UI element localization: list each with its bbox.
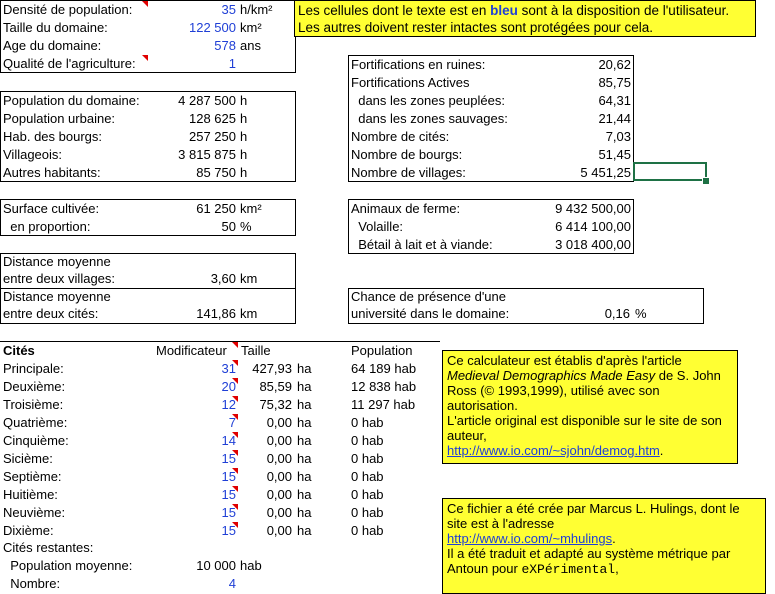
city-modifier-input[interactable]: 15 [221, 469, 236, 484]
dist-villages-value: 3,60 [210, 271, 236, 286]
fortification-row-label: Nombre de bourgs: [351, 147, 463, 162]
note1-link[interactable]: http://www.io.com/~sjohn/demog.htm [447, 443, 660, 458]
fortification-row-value: 85,75 [598, 75, 631, 90]
surface-prop-unit: % [240, 219, 252, 234]
population-row-value: 3 815 875 [178, 147, 236, 162]
city-size-value: 0,00 [266, 451, 292, 466]
university-value: 0,16 [604, 306, 630, 321]
animal-row-value: 9 432 500,00 [555, 201, 631, 216]
info-line1-bold: bleu [490, 3, 518, 18]
city-size-unit: ha [297, 505, 312, 520]
comment-marker-icon[interactable] [142, 55, 148, 61]
city-population-value: 0 hab [351, 487, 384, 502]
age-input[interactable]: 578 [214, 38, 236, 53]
population-row-label: Population du domaine: [3, 93, 140, 108]
dist-cities-line1: Distance moyenne [3, 289, 111, 304]
fortification-row-label: dans les zones sauvages: [351, 111, 508, 126]
size-header: Taille [241, 343, 271, 358]
note1-text-p2: L'article original est disponible sur le site de son auteur, [447, 413, 722, 443]
population-row-unit: h [240, 147, 248, 162]
note2-link[interactable]: http://www.io.com/~mhulings [447, 531, 613, 546]
city-population-value: 0 hab [351, 433, 384, 448]
population-row-label: Hab. des bourgs: [3, 129, 103, 144]
animal-row-value: 3 018 400,00 [555, 237, 631, 252]
city-size-unit: ha [297, 487, 312, 502]
age-label: Age du domaine: [3, 38, 102, 53]
city-modifier-input[interactable]: 15 [221, 505, 236, 520]
note2-text-p2: Il a été traduit et adapté au système métrique par Antoun pour [447, 546, 731, 576]
city-row-label: Septième: [3, 469, 62, 484]
size-input[interactable]: 122 500 [189, 20, 236, 35]
fortification-row-value: 21,44 [598, 111, 631, 126]
city-modifier-input[interactable]: 14 [221, 433, 236, 448]
city-row-label: Sicième: [3, 451, 53, 466]
population-header: Population [351, 343, 413, 358]
city-row-label: Cinquième: [3, 433, 69, 448]
population-row-unit: h [240, 129, 248, 144]
city-size-value: 85,59 [259, 379, 292, 394]
dist-cities-line2: entre deux cités: [3, 306, 99, 321]
surface-prop-label: en proportion: [3, 219, 91, 234]
city-size-value: 0,00 [266, 415, 292, 430]
density-input[interactable]: 35 [221, 2, 236, 17]
city-size-unit: ha [297, 523, 312, 538]
note2-text-p1: Ce fichier a été crée par Marcus L. Hulings, dont le site est à l'adresse [447, 501, 740, 531]
city-size-unit: ha [297, 397, 312, 412]
agri-label: Qualité de l'agriculture: [3, 56, 136, 71]
animal-row-label: Bétail à lait et à viande: [351, 237, 493, 252]
surface-prop-value: 50 [221, 219, 236, 234]
population-row-unit: h [240, 165, 248, 180]
city-size-value: 0,00 [266, 523, 292, 538]
university-line1: Chance de présence d'une [351, 289, 506, 304]
dist-villages-line1: Distance moyenne [3, 254, 111, 269]
city-population-value: 0 hab [351, 523, 384, 538]
dist-villages-line2: entre deux villages: [3, 271, 116, 286]
surface-label: Surface cultivée: [3, 201, 100, 216]
fortification-row-label: Fortifications en ruines: [351, 57, 486, 72]
fortification-row-value: 5 451,25 [580, 165, 631, 180]
city-size-unit: ha [297, 361, 312, 376]
city-size-unit: ha [297, 469, 312, 484]
university-line2: université dans le domaine: [351, 306, 510, 321]
cities-header: Cités [3, 343, 35, 358]
animal-row-value: 6 414 100,00 [555, 219, 631, 234]
population-row-unit: h [240, 111, 248, 126]
avg-pop-label: Population moyenne: [3, 558, 133, 573]
fortification-row-value: 51,45 [598, 147, 631, 162]
city-population-value: 64 189 hab [351, 361, 417, 376]
dist-villages-unit: km [240, 271, 258, 286]
city-size-value: 0,00 [266, 433, 292, 448]
fortification-row-label: Nombre de villages: [351, 165, 466, 180]
size-unit: km² [240, 20, 262, 35]
fortification-row-value: 64,31 [598, 93, 631, 108]
city-modifier-input[interactable]: 7 [228, 415, 236, 430]
age-unit: ans [240, 38, 261, 53]
city-population-value: 0 hab [351, 415, 384, 430]
count-label: Nombre: [3, 576, 61, 591]
note1-text-a: Ce calculateur est établis d'après l'article [447, 353, 682, 368]
fill-handle[interactable] [702, 177, 710, 185]
city-population-value: 0 hab [351, 469, 384, 484]
comment-marker-icon[interactable] [142, 1, 148, 7]
university-unit: % [635, 306, 647, 321]
city-population-value: 0 hab [351, 505, 384, 520]
avg-pop-value: 10 000 [196, 558, 236, 573]
city-size-value: 0,00 [266, 505, 292, 520]
city-size-unit: ha [297, 433, 312, 448]
city-modifier-input[interactable]: 20 [221, 379, 236, 394]
author-note [442, 498, 766, 594]
city-size-unit: ha [297, 415, 312, 430]
population-row-value: 85 750 [196, 165, 236, 180]
animal-row-label: Volaille: [351, 219, 404, 234]
dist-cities-value: 141,86 [196, 306, 236, 321]
animal-row-label: Animaux de ferme: [351, 201, 461, 216]
city-modifier-input[interactable]: 31 [221, 361, 236, 376]
avg-pop-unit: hab [240, 558, 262, 573]
city-modifier-input[interactable]: 15 [221, 487, 236, 502]
city-row-label: Neuvième: [3, 505, 66, 520]
size-label: Taille du domaine: [3, 20, 108, 35]
population-row-label: Autres habitants: [3, 165, 101, 180]
credits-note [442, 350, 738, 464]
note1-text-b: de S. John Ross (© 1993,1999), utilisé avec son autorisation. [447, 368, 721, 413]
population-row-value: 4 287 500 [178, 93, 236, 108]
selected-cell[interactable] [633, 162, 707, 181]
dist-cities-unit: km [240, 306, 258, 321]
surface-unit: km² [240, 201, 262, 216]
population-row-value: 128 625 [189, 111, 236, 126]
note2-brand: eXPérimental [521, 562, 616, 577]
city-row-label: Deuxième: [3, 379, 66, 394]
density-label: Densité de population: [3, 2, 133, 17]
agri-input[interactable]: 1 [228, 56, 236, 71]
city-population-value: 0 hab [351, 451, 384, 466]
city-modifier-input[interactable]: 15 [221, 451, 236, 466]
city-modifier-input[interactable]: 12 [221, 397, 236, 412]
density-unit: h/km² [240, 2, 273, 17]
fortification-row-value: 7,03 [605, 129, 631, 144]
city-size-value: 427,93 [252, 361, 292, 376]
city-size-value: 75,32 [259, 397, 292, 412]
remaining-cities-label: Cités restantes: [3, 540, 94, 555]
population-row-unit: h [240, 93, 248, 108]
fortification-row-label: dans les zones peuplées: [351, 93, 505, 108]
city-modifier-input[interactable]: 15 [221, 523, 236, 538]
note1-link-suffix: . [659, 443, 664, 458]
note2-suffix: , [615, 561, 619, 576]
note2-link-suffix: . [612, 531, 616, 546]
info-line1-suffix: sont à la disposition de l'utilisateur. [517, 3, 730, 18]
fortification-row-value: 20,62 [598, 57, 631, 72]
modifier-header: Modificateur [156, 343, 227, 358]
city-size-unit: ha [297, 451, 312, 466]
city-population-value: 11 297 hab [351, 397, 416, 412]
note1-article-title: Medieval Demographics Made Easy [447, 368, 656, 383]
population-row-label: Villageois: [3, 147, 63, 162]
info-banner [294, 0, 756, 37]
population-row-label: Population urbaine: [3, 111, 116, 126]
surface-value: 61 250 [196, 201, 236, 216]
city-row-label: Huitième: [3, 487, 58, 502]
city-size-unit: ha [297, 379, 312, 394]
city-row-label: Principale: [3, 361, 64, 376]
city-row-label: Troisième: [3, 397, 64, 412]
city-population-value: 12 838 hab [351, 379, 417, 394]
city-row-label: Dixième: [3, 523, 54, 538]
comment-marker-icon[interactable] [232, 342, 238, 348]
info-line2: Les autres doivent rester intactes sont protégées pour cela. [298, 20, 653, 35]
population-row-value: 257 250 [189, 129, 236, 144]
city-size-value: 0,00 [266, 469, 292, 484]
fortification-row-label: Nombre de cités: [351, 129, 450, 144]
info-line1-prefix: Les cellules dont le texte est en [298, 3, 491, 18]
city-row-label: Quatrième: [3, 415, 68, 430]
count-value[interactable]: 4 [228, 576, 236, 591]
fortification-row-label: Fortifications Actives [351, 75, 470, 90]
city-size-value: 0,00 [266, 487, 292, 502]
